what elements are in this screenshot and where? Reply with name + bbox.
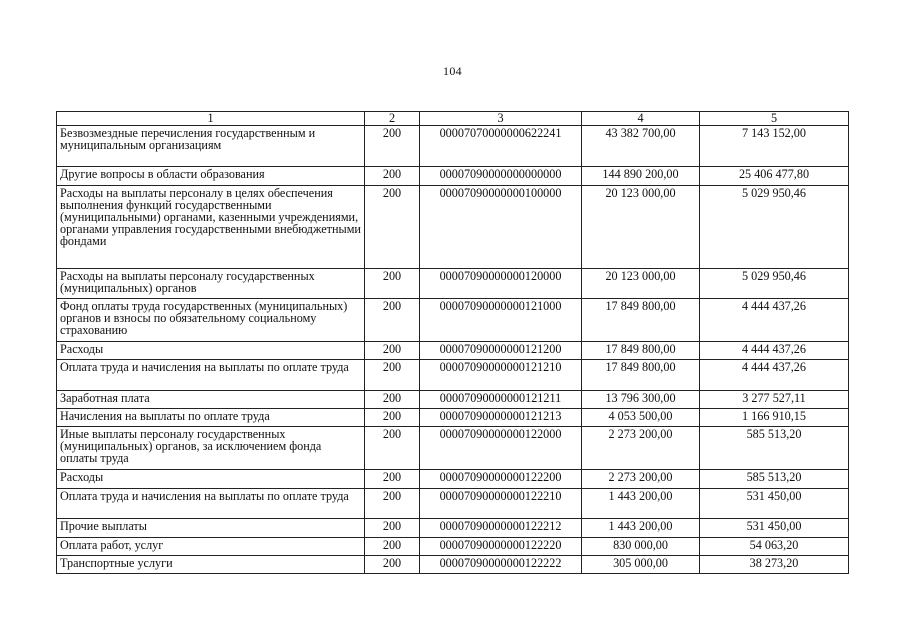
row-amount-4: 17 849 800,00: [582, 342, 700, 360]
row-code: 200: [365, 360, 420, 391]
row-amount-5: 3 277 527,11: [700, 391, 849, 409]
table-row: [57, 360, 849, 391]
row-code: 200: [365, 269, 420, 299]
row-amount-4: 17 849 800,00: [582, 299, 700, 342]
row-amount-5: 531 450,00: [700, 519, 849, 538]
row-kbk: 00007090000000122000: [420, 427, 582, 470]
row-amount-5: 5 029 950,46: [700, 269, 849, 299]
row-code: 200: [365, 538, 420, 556]
row-code: 200: [365, 519, 420, 538]
row-kbk: 00007090000000121210: [420, 360, 582, 391]
row-code: 200: [365, 342, 420, 360]
row-amount-5: 1 166 910,15: [700, 409, 849, 427]
row-amount-4: 2 273 200,00: [582, 470, 700, 489]
table-row: [57, 299, 849, 342]
table-row: [57, 409, 849, 427]
column-header-2: 2: [365, 112, 420, 126]
row-kbk: 00007090000000122210: [420, 489, 582, 519]
row-code: 200: [365, 126, 420, 167]
row-amount-5: 38 273,20: [700, 556, 849, 574]
row-name: Расходы: [57, 470, 365, 489]
table-row: [57, 167, 849, 186]
row-kbk: 00007090000000120000: [420, 269, 582, 299]
row-name: Расходы: [57, 342, 365, 360]
row-amount-5: 54 063,20: [700, 538, 849, 556]
row-name: Начисления на выплаты по оплате труда: [57, 409, 365, 427]
row-amount-4: 4 053 500,00: [582, 409, 700, 427]
table-row: [57, 391, 849, 409]
row-name: Расходы на выплаты персоналу государственных (муниципальных) органов: [57, 269, 365, 299]
table-row: [57, 427, 849, 470]
row-amount-5: 585 513,20: [700, 470, 849, 489]
row-amount-5: 531 450,00: [700, 489, 849, 519]
row-kbk: 00007090000000000000: [420, 167, 582, 186]
row-name: Расходы на выплаты персоналу в целях обеспечения выполнения функций государственными (муниципальными) органами, казенными учреждениями, органами управления государственными внебюджетными фондами: [57, 186, 365, 269]
row-amount-5: 25 406 477,80: [700, 167, 849, 186]
row-kbk: 00007090000000121213: [420, 409, 582, 427]
row-code: 200: [365, 556, 420, 574]
row-amount-4: 13 796 300,00: [582, 391, 700, 409]
row-kbk: 00007090000000100000: [420, 186, 582, 269]
row-amount-5: 4 444 437,26: [700, 342, 849, 360]
row-name: Заработная плата: [57, 391, 365, 409]
row-kbk: 00007090000000122212: [420, 519, 582, 538]
row-code: 200: [365, 470, 420, 489]
page-number: 104: [443, 64, 462, 78]
row-amount-5: 585 513,20: [700, 427, 849, 470]
row-code: 200: [365, 167, 420, 186]
row-code: 200: [365, 391, 420, 409]
column-header-1: 1: [57, 112, 365, 126]
table-row: [57, 126, 849, 167]
row-code: 200: [365, 409, 420, 427]
row-code: 200: [365, 427, 420, 470]
row-amount-4: 2 273 200,00: [582, 427, 700, 470]
row-kbk: 00007090000000121000: [420, 299, 582, 342]
row-kbk: 00007090000000121200: [420, 342, 582, 360]
row-amount-4: 305 000,00: [582, 556, 700, 574]
row-kbk: 00007090000000122200: [420, 470, 582, 489]
row-amount-4: 144 890 200,00: [582, 167, 700, 186]
row-name: Безвозмездные перечисления государственным и муниципальным организациям: [57, 126, 365, 167]
header-row: [57, 112, 849, 126]
row-name: Фонд оплаты труда государственных (муниципальных) органов и взносы по обязательному социальному страхованию: [57, 299, 365, 342]
table-row: [57, 186, 849, 269]
row-amount-4: 830 000,00: [582, 538, 700, 556]
row-name: Прочие выплаты: [57, 519, 365, 538]
row-amount-4: 20 123 000,00: [582, 269, 700, 299]
row-code: 200: [365, 186, 420, 269]
row-name: Оплата труда и начисления на выплаты по оплате труда: [57, 489, 365, 519]
row-name: Транспортные услуги: [57, 556, 365, 574]
row-kbk: 00007070000000622241: [420, 126, 582, 167]
row-amount-4: 20 123 000,00: [582, 186, 700, 269]
row-amount-4: 1 443 200,00: [582, 519, 700, 538]
row-kbk: 00007090000000122220: [420, 538, 582, 556]
row-name: Другие вопросы в области образования: [57, 167, 365, 186]
row-amount-4: 43 382 700,00: [582, 126, 700, 167]
row-name: Оплата работ, услуг: [57, 538, 365, 556]
row-code: 200: [365, 299, 420, 342]
table-row: [57, 489, 849, 519]
table-row: [57, 519, 849, 538]
row-kbk: 00007090000000121211: [420, 391, 582, 409]
budget-table: [56, 111, 849, 574]
row-amount-4: 1 443 200,00: [582, 489, 700, 519]
table-row: [57, 556, 849, 574]
column-header-4: 4: [582, 112, 700, 126]
row-code: 200: [365, 489, 420, 519]
table-row: [57, 470, 849, 489]
table-row: [57, 269, 849, 299]
table-row: [57, 538, 849, 556]
column-header-3: 3: [420, 112, 582, 126]
row-name: Оплата труда и начисления на выплаты по оплате труда: [57, 360, 365, 391]
row-kbk: 00007090000000122222: [420, 556, 582, 574]
row-name: Иные выплаты персоналу государственных (муниципальных) органов, за исключением фонда оплаты труда: [57, 427, 365, 470]
row-amount-5: 5 029 950,46: [700, 186, 849, 269]
row-amount-5: 4 444 437,26: [700, 360, 849, 391]
table-row: [57, 342, 849, 360]
row-amount-5: 4 444 437,26: [700, 299, 849, 342]
row-amount-5: 7 143 152,00: [700, 126, 849, 167]
row-amount-4: 17 849 800,00: [582, 360, 700, 391]
column-header-5: 5: [700, 112, 849, 126]
